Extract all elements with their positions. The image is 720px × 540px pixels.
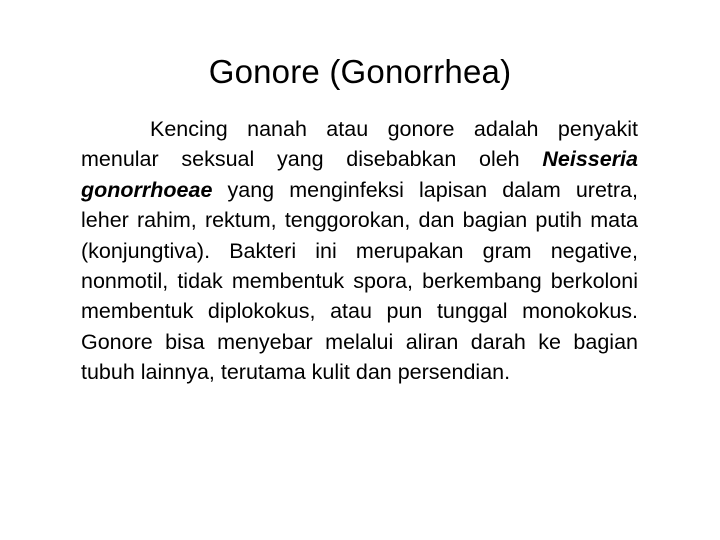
- body-paragraph: [81, 114, 638, 388]
- organism-name: Neisseria gonorrhoeae: [81, 147, 638, 202]
- slide-title: Gonore (Gonorrhea): [208, 53, 512, 90]
- paragraph-intro: Kencing nanah atau gonore adalah penyakit menular seksual yang disebabkan oleh: [81, 117, 638, 172]
- paragraph-rest: yang menginfeksi lapisan dalam uretra, leher rahim, rektum, tenggorokan, dan bagian putih mata (konjungtiva). Bakteri ini merupakan gram negative, nonmotil, tidak membentuk spora, berkembang berkoloni membentuk diplokokus, atau pun tunggal monokokus. Gonore bisa menyebar melalui aliran darah ke bagian tubuh lainnya, terutama kulit dan persendian.: [81, 177, 638, 385]
